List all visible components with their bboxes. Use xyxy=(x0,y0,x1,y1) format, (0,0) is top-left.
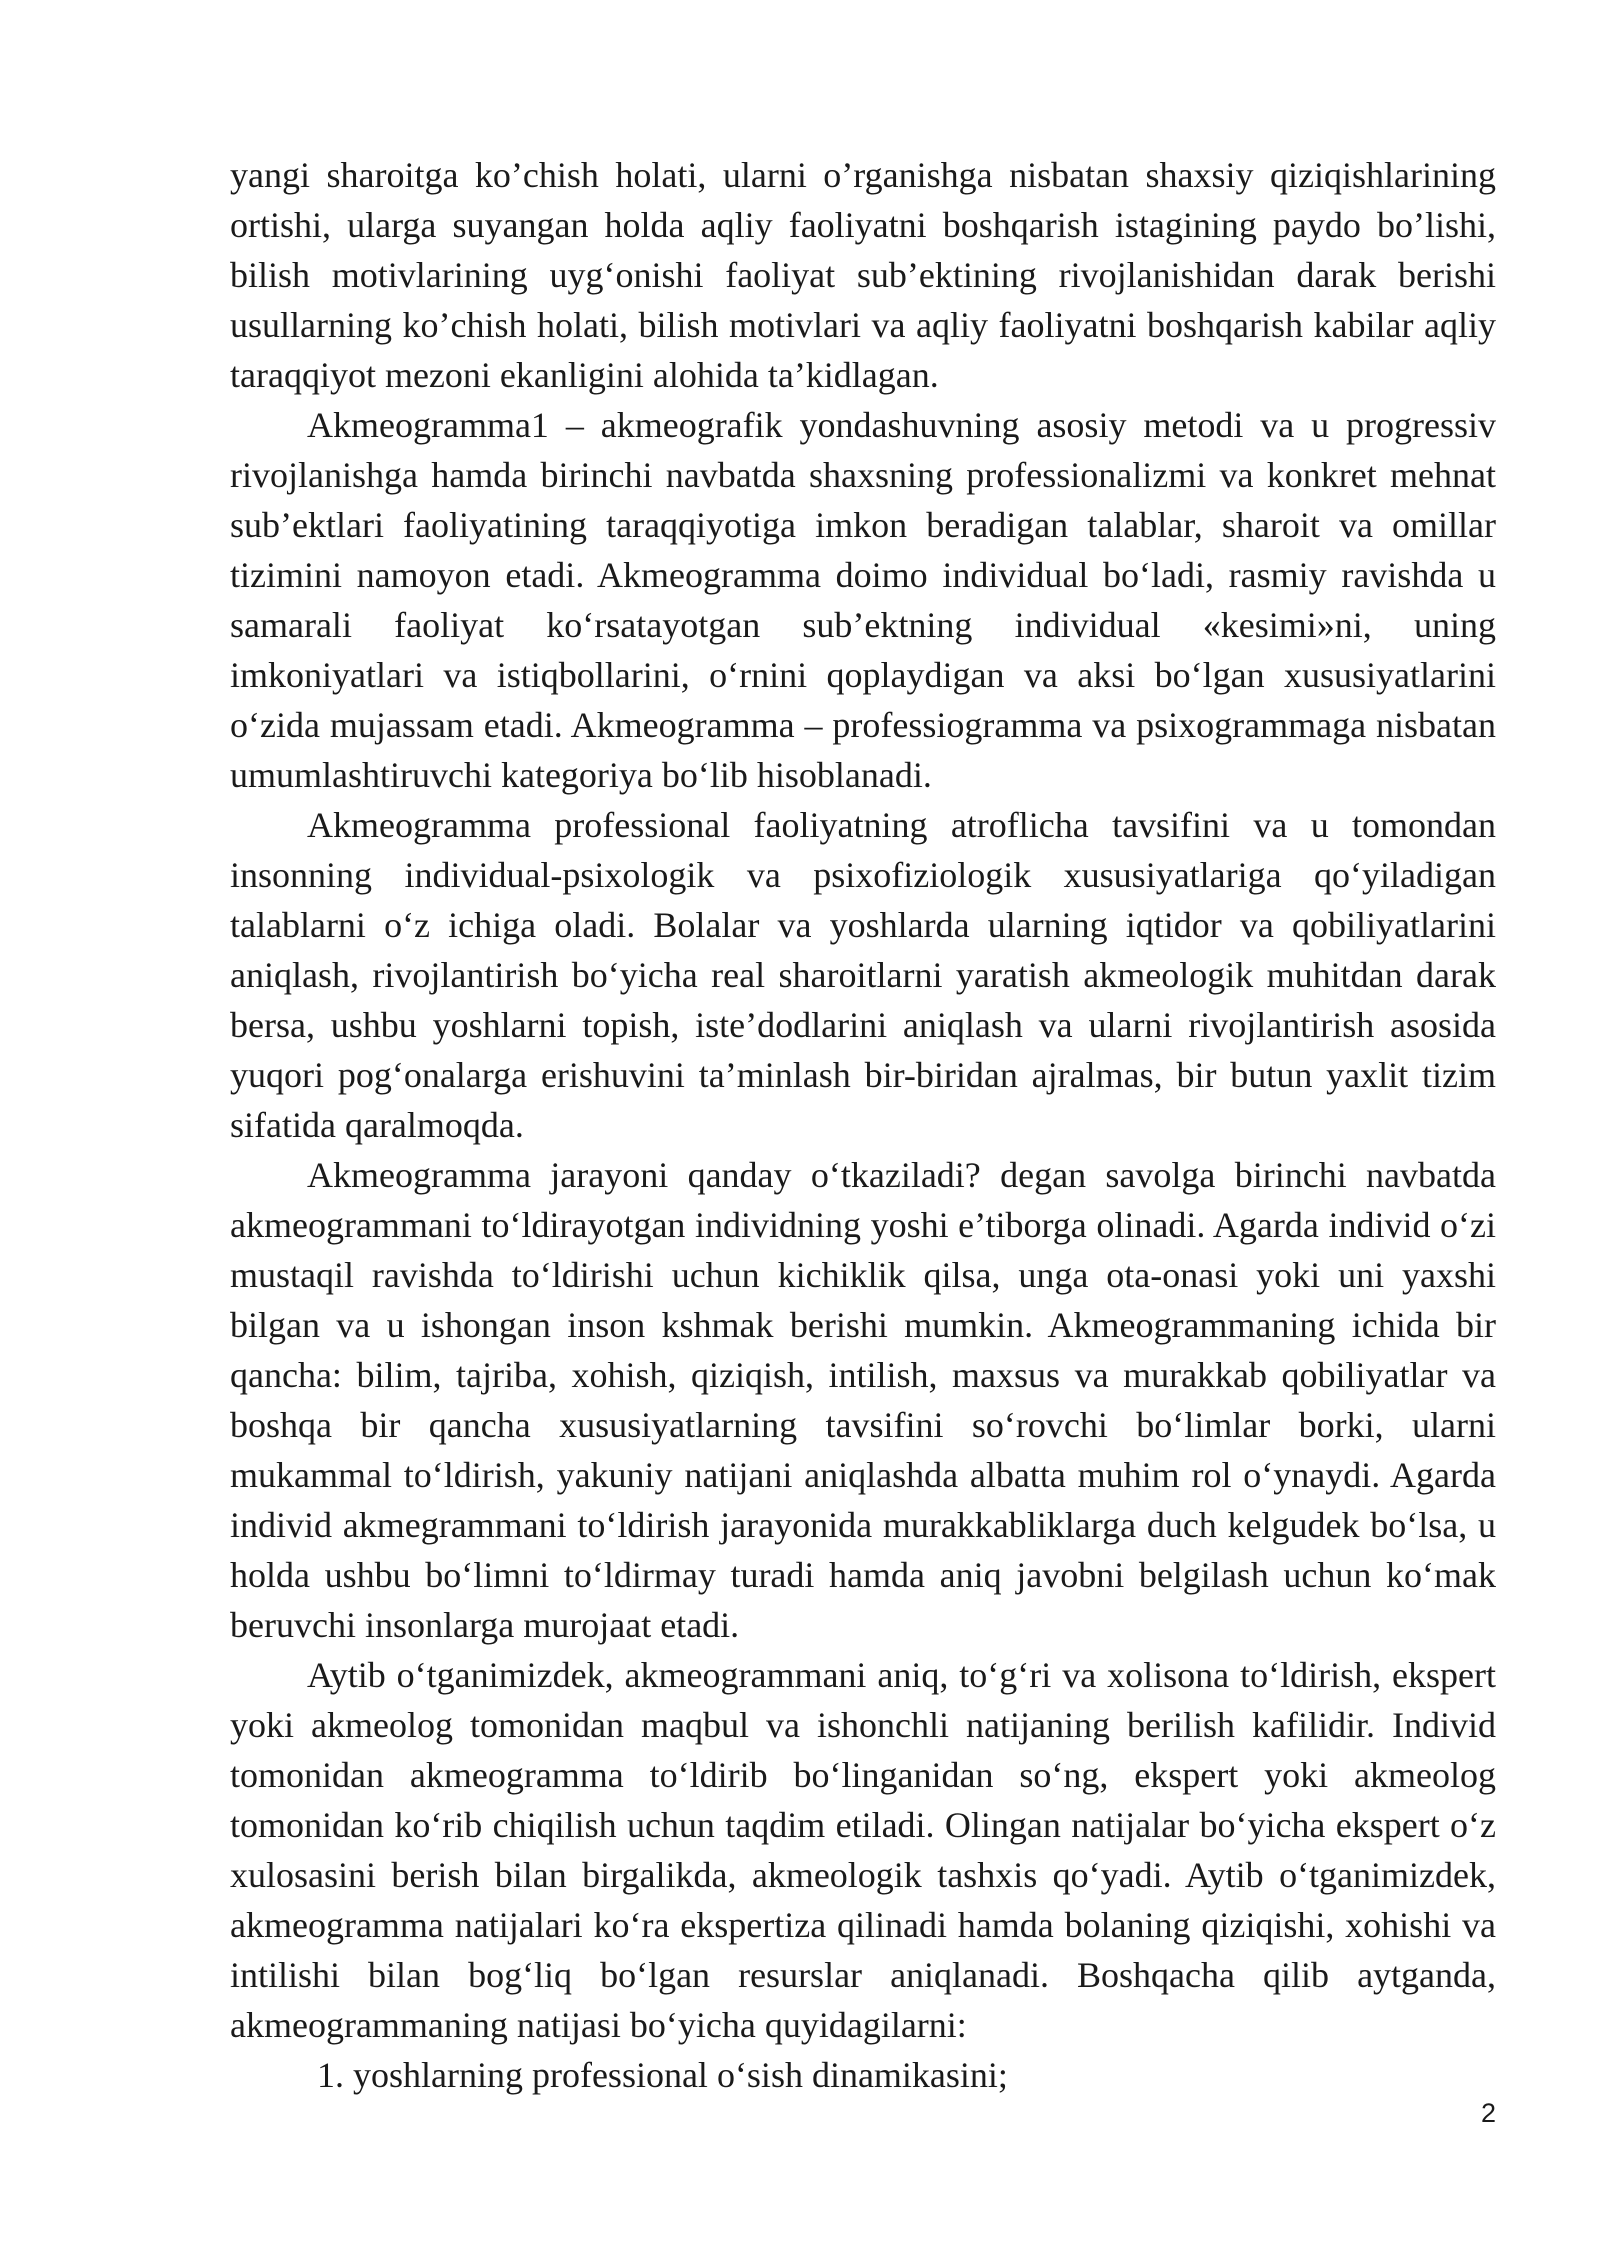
paragraph: Akmeogramma professional faoliyatning atroflicha tavsifini va u tomondan insonning individual-psixologik va psixofiziologik xususiyatlariga qoʻyiladigan talablarni oʻz ichiga oladi. Bolalar va yoshlarda ularning iqtidor va qobiliyatlarini aniqlash, rivojlantirish boʻyicha real sharoitlarni yaratish akmeologik muhitdan darak bersa, ushbu yoshlarni topish, iste’dodlarini aniqlash va ularni rivojlantirish asosida yuqori pogʻonalarga erishuvini ta’minlash bir-biridan ajralmas, bir butun yaxlit tizim sifatida qaralmoqda. xyxy=(230,805,1496,1145)
page-number: 2 xyxy=(1480,2098,1496,2128)
paragraph: yangi sharoitga ko’chish holati, ularni o’rganishga nisbatan shaxsiy qiziqishlarining ortishi, ularga suyangan holda aqliy faoliyatni boshqarish istagining paydo bo’lishi, bilish motivlarining uygʻonishi faoliyat sub’ektining rivojlanishidan darak berishi usullarning ko’chish holati, bilish motivlari va aqliy faoliyatni boshqarish kabilar aqliy taraqqiyot mezoni ekanligini alohida ta’kidlagan. xyxy=(230,155,1496,395)
list-item: 1. yoshlarning professional oʻsish dinamikasini; xyxy=(317,2055,1008,2095)
paragraph: Aytib oʻtganimizdek, akmeogrammani aniq, toʻgʻri va xolisona toʻldirish, ekspert yoki akmeolog tomonidan maqbul va ishonchli natijaning berilish kafilidir. Individ tomonidan akmeogramma toʻldirib boʻlinganidan soʻng, ekspert yoki akmeolog tomonidan koʻrib chiqilish uchun taqdim etiladi. Olingan natijalar boʻyicha ekspert oʻz xulosasini berish bilan birgalikda, akmeologik tashxis qoʻyadi. Aytib oʻtganimizdek, akmeogramma natijalari koʻra ekspertiza qilinadi hamda bolaning qiziqishi, xohishi va intilishi bilan bogʻliq boʻlgan resurslar aniqlanadi. Boshqacha qilib aytganda, akmeogrammaning natijasi boʻyicha quyidagilarni: xyxy=(230,1655,1496,2045)
paragraph: Akmeogramma1 – akmeografik yondashuvning asosiy metodi va u progressiv rivojlanishga hamda birinchi navbatda shaxsning professionalizmi va konkret mehnat sub’ektlari faoliyatining taraqqiyotiga imkon beradigan talablar, sharoit va omillar tizimini namoyon etadi. Akmeogramma doimo individual boʻladi, rasmiy ravishda u samarali faoliyat koʻrsatayotgan sub’ektning individual «kesimi»ni, uning imkoniyatlari va istiqbollarini, oʻrnini qoplaydigan va aksi boʻlgan xususiyatlarini oʻzida mujassam etadi. Akmeogramma – professiogramma va psixogrammaga nisbatan umumlashtiruvchi kategoriya boʻlib hisoblanadi. xyxy=(230,405,1496,795)
document-body xyxy=(230,150,1496,2100)
paragraph: Akmeogramma jarayoni qanday oʻtkaziladi? degan savolga birinchi navbatda akmeogrammani toʻldirayotgan individning yoshi e’tiborga olinadi. Agarda individ oʻzi mustaqil ravishda toʻldirishi uchun kichiklik qilsa, unga ota-onasi yoki uni yaxshi bilgan va u ishongan inson kshmak berishi mumkin. Akmeogrammaning ichida bir qancha: bilim, tajriba, xohish, qiziqish, intilish, maxsus va murakkab qobiliyatlar va boshqa bir qancha xususiyatlarning tavsifini soʻrovchi boʻlimlar borki, ularni mukammal toʻldirish, yakuniy natijani aniqlashda albatta muhim rol oʻynaydi. Agarda individ akmegrammani toʻldirish jarayonida murakkabliklarga duch kelgudek boʻlsa, u holda ushbu boʻlimni toʻldirmay turadi hamda aniq javobni belgilash uchun koʻmak beruvchi insonlarga murojaat etadi. xyxy=(230,1155,1496,1645)
